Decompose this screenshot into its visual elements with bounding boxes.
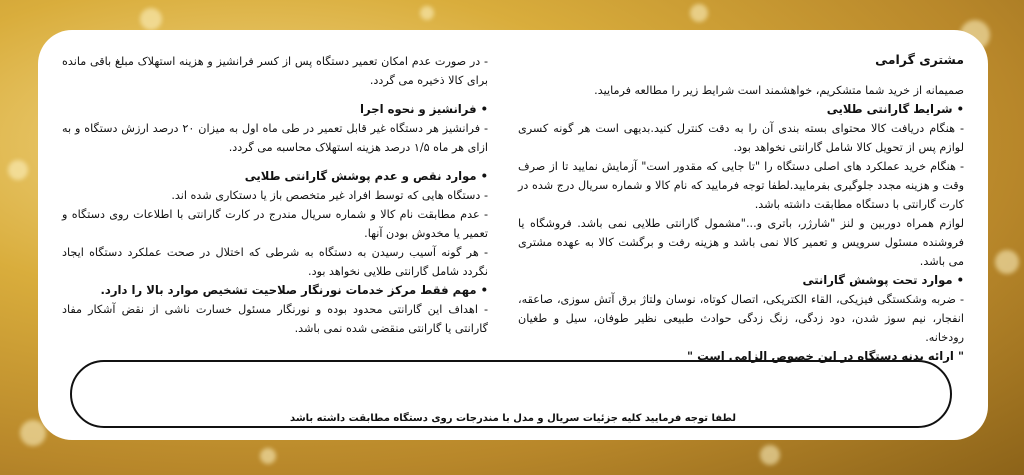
section-heading-exclusions: •موارد نقص و عدم پوشش گارانتی طلایی (244, 169, 488, 183)
bg-sparkle (690, 4, 708, 22)
covered-paragraph: - ضربه وشکستگی فیزیکی، القاء الکتریکی، اتصال کوتاه، نوسان ولتاژ برق آتش سوزی، صاعقه، انفجار، نیم سوز شدن، دود زدگی، زنگ زدگی حوادث طبیعی نظیر طوفان، سیل و طغیان رودخانه. (518, 293, 964, 344)
bullet-icon: • (956, 273, 964, 287)
bg-sparkle (8, 160, 28, 180)
section-heading-gold-warranty: •شرایط گارانتی طلایی (826, 102, 964, 116)
bg-sparkle (140, 8, 162, 30)
bg-sparkle (260, 448, 276, 464)
warranty-paragraph: لوازم همراه دوربین و لنز "شارژر، باتری و..."مشمول گارانتی طلایی نمی باشد. فروشگاه یا فروشنده مسئول سرویس و تعمیر کالا نمی باشد و هزینه رفت و برگشت کالا به عهده مشتری می باشد. (518, 217, 964, 268)
body-required-note: " ارائه بدنه دستگاه در این خصوص الزامی است " (687, 349, 964, 363)
exclusion-paragraph: - دستگاه هایی که توسط افراد غیر متخصص باز یا دستکاری شده اند. (171, 189, 488, 202)
warranty-card (38, 30, 988, 440)
bg-sparkle (760, 445, 780, 465)
important-paragraph: - اهداف این گارانتی محدود بوده و نورنگار مسئول خسارت ناشی از نقض آشکار مفاد گارانتی یا گارانتی منقضی شده نمی باشد. (62, 303, 488, 335)
footnote-text: لطفا توجه فرمایید کلیه جزئیات سریال و مدل با مندرجات روی دستگاه مطابقت داشته باشد (290, 413, 736, 424)
warranty-paragraph: - هنگام دریافت کالا محتوای بسته بندی آن را به دقت کنترل کنید.بدیهی است هر گونه کسری لوازم پس از تحویل کالا شامل گارانتی نخواهد بود. (518, 122, 964, 154)
exclusion-paragraph: - عدم مطابقت نام کالا و شماره سریال مندرج در کارت گارانتی با اطلاعات روی دستگاه و تعمیر یا مخدوش بودن آنها. (62, 208, 488, 240)
section-heading-franchise: •فرانشیز و نحوه اجرا (360, 102, 488, 116)
section-heading-important: •مهم فقط مرکز خدمات نورنگار صلاحیت تشخیص موارد بالا را دارد. (100, 283, 488, 297)
franchise-paragraph: - فرانشیز هر دستگاه غیر قابل تعمیر در طی ماه اول به میزان ۲۰ درصد ارزش دستگاه و به ازای هر ماه ۱/۵ درصد هزینه استهلاک محاسبه می گردد. (62, 122, 488, 154)
repair-paragraph: - در صورت عدم امکان تعمیر دستگاه پس از کسر فرانشیز و هزینه استهلاک مبلغ باقی مانده برای کالا ذخیره می گردد. (62, 55, 488, 87)
intro-text: صمیمانه از خرید شما متشکریم، خواهشمند است شرایط زیر را مطالعه فرمایید. (594, 84, 964, 97)
card-title: مشتری گرامی (875, 52, 964, 67)
bullet-icon: • (480, 102, 488, 116)
bullet-icon: • (480, 283, 488, 297)
bg-sparkle (995, 250, 1019, 274)
left-column (38, 30, 488, 338)
bullet-icon: • (956, 102, 964, 116)
bg-sparkle (420, 6, 434, 20)
right-column (518, 30, 988, 366)
warranty-paragraph: - هنگام خرید عملکرد های اصلی دستگاه را "تا جایی که مقدور است" آزمایش نمایید تا از صرف وقت و هزینه مجدد جلوگیری بفرمایید.لطفا توجه فرمایید که نام کالا و شماره سریال درج شده در کارت گارانتی با دستگاه مطابقت داشته باشد. (518, 160, 964, 211)
exclusion-paragraph: - هر گونه آسیب رسیدن به دستگاه به شرطی که اختلال در صحت عملکرد دستگاه ایجاد نگردد شامل گارانتی طلایی نخواهد بود. (62, 246, 488, 278)
bullet-icon: • (480, 169, 488, 183)
section-heading-covered: •موارد تحت پوشش گارانتی (802, 273, 964, 287)
